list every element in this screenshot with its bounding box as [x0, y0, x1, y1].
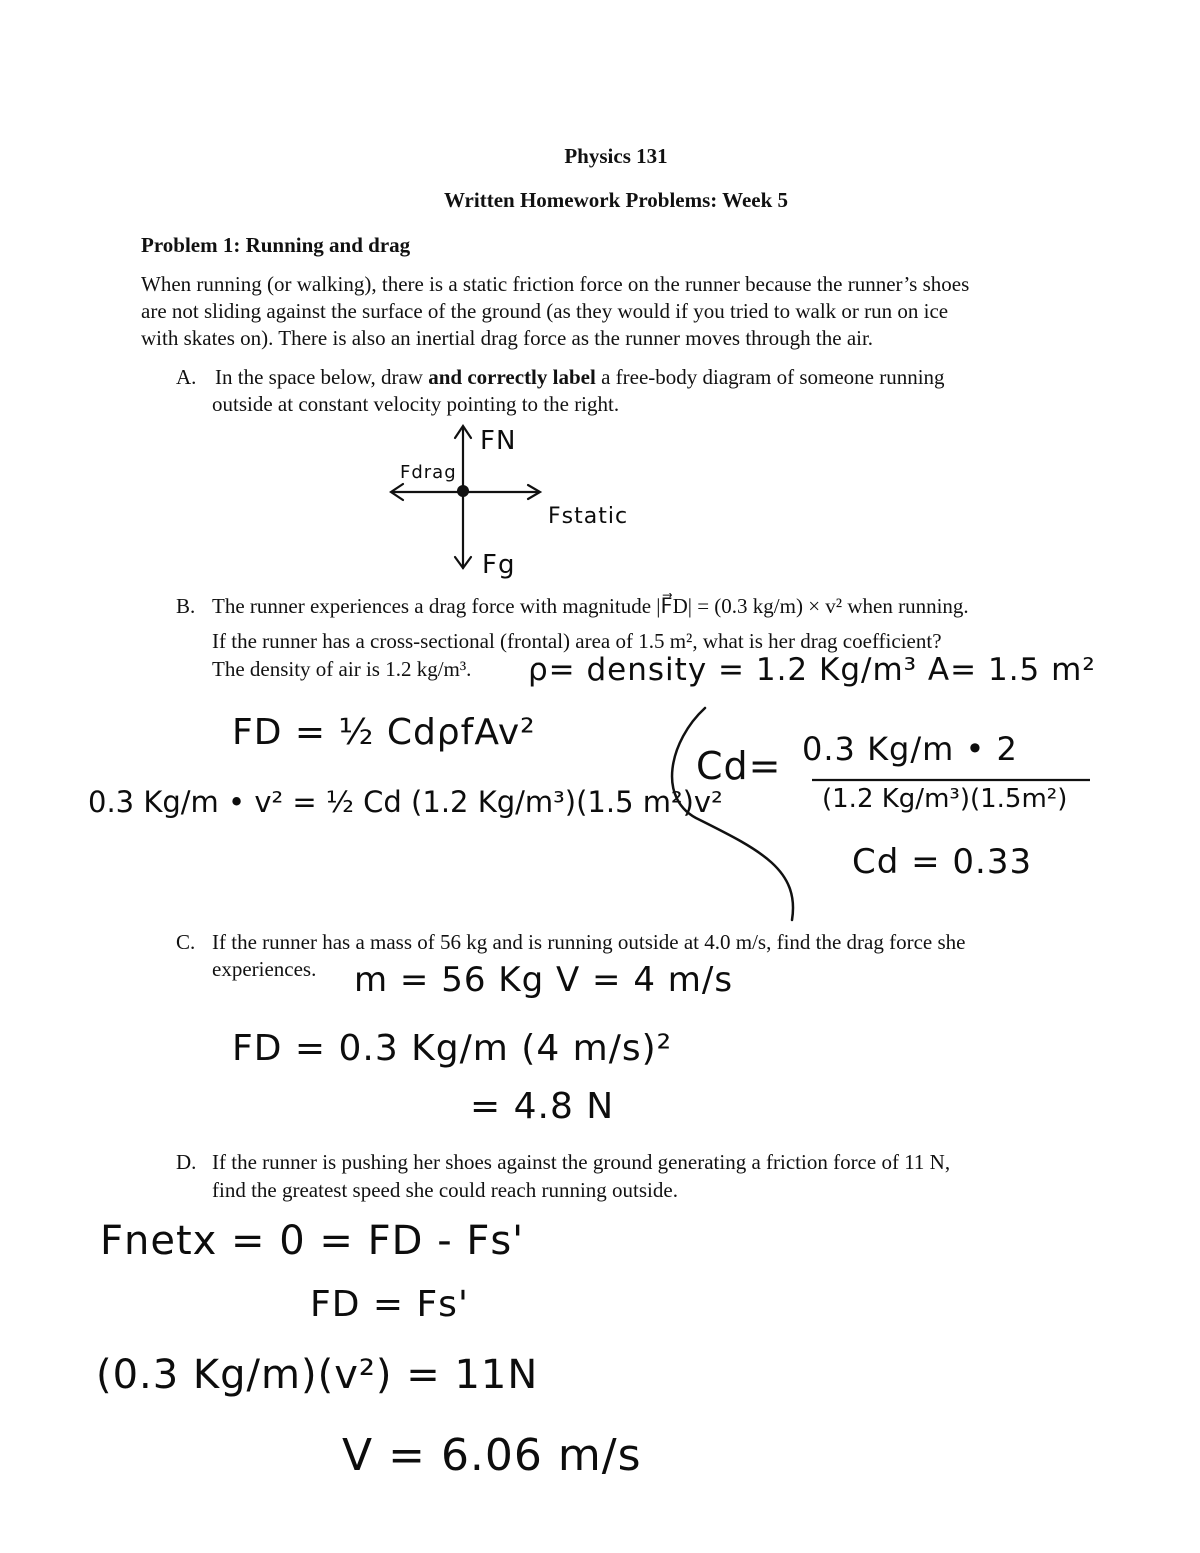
fbd-drag-label: Fdrag: [400, 462, 457, 483]
part-c-line-2: experiences.: [212, 957, 317, 981]
part-d-line-1: If the runner is pushing her shoes against the ground generating a friction force of 11 N,: [212, 1150, 951, 1174]
intro-line-1: When running (or walking), there is a static friction force on the runner because the runner’s shoes: [141, 272, 970, 296]
part-a-text-post: a free-body diagram of someone running: [595, 365, 945, 389]
part-a-text-pre: In the space below, draw: [215, 365, 429, 389]
part-b-line-3: The density of air is 1.2 kg/m³.: [212, 657, 472, 681]
hw-c-equation: FD = 0.3 Kg/m (4 m/s)²: [232, 1028, 673, 1069]
hw-d-eq1: Fnetx = 0 = FD - Fs': [100, 1218, 525, 1264]
hw-d-eq2: FD = Fs': [310, 1284, 469, 1325]
fbd-static-label: Fstatic: [548, 504, 629, 529]
hw-b-cd-label: Cd=: [696, 744, 782, 788]
course-title: Physics 131: [564, 144, 668, 168]
hw-d-eq3: (0.3 Kg/m)(v²) = 11N: [96, 1352, 539, 1398]
part-a-text-bold: and correctly label: [428, 365, 596, 389]
intro-line-3: with skates on). There is also an inertial drag force as the runner moves through the air.: [141, 326, 874, 350]
part-b-line-2: If the runner has a cross-sectional (frontal) area of 1.5 m², what is her drag coefficient?: [212, 629, 942, 653]
problem-title: Problem 1: Running and drag: [141, 233, 411, 257]
hw-c-given: m = 56 Kg V = 4 m/s: [354, 960, 734, 1000]
part-b-marker: B.: [176, 594, 196, 618]
hw-b-eq1: FD = ½ CdρfAv²: [232, 712, 536, 753]
hw-b-eq2: 0.3 Kg/m • v² = ½ Cd (1.2 Kg/m³)(1.5 m²)v²: [88, 785, 723, 819]
part-d-line-2: find the greatest speed she could reach running outside.: [212, 1178, 678, 1202]
intro-line-2: are not sliding against the surface of the ground (as they would if you tried to walk or run on ice: [141, 299, 949, 323]
hw-b-cd-result: Cd = 0.33: [852, 842, 1033, 882]
part-b-line-1: The runner experiences a drag force with magnitude |F⃗D| = (0.3 kg/m) × v² when running.: [212, 594, 969, 618]
page-subtitle: Written Homework Problems: Week 5: [443, 188, 789, 212]
hw-b-cd-denominator: (1.2 Kg/m³)(1.5m²): [822, 784, 1068, 814]
hw-b-cd-numerator: 0.3 Kg/m • 2: [802, 730, 1018, 768]
part-d-marker: D.: [176, 1150, 197, 1174]
fbd-normal-label: FN: [480, 426, 517, 456]
fbd-gravity-label: Fg: [482, 550, 516, 580]
part-a-line-2: outside at constant velocity pointing to the right.: [212, 392, 620, 416]
hw-b-density: ρ= density = 1.2 Kg/m³ A= 1.5 m²: [528, 652, 1096, 688]
hw-c-result: = 4.8 N: [470, 1086, 615, 1127]
part-c-line-1: If the runner has a mass of 56 kg and is running outside at 4.0 m/s, find the drag force she: [212, 930, 966, 954]
part-a-marker: A.: [176, 365, 197, 389]
part-c-marker: C.: [176, 930, 196, 954]
hw-d-result: V = 6.06 m/s: [342, 1430, 642, 1481]
